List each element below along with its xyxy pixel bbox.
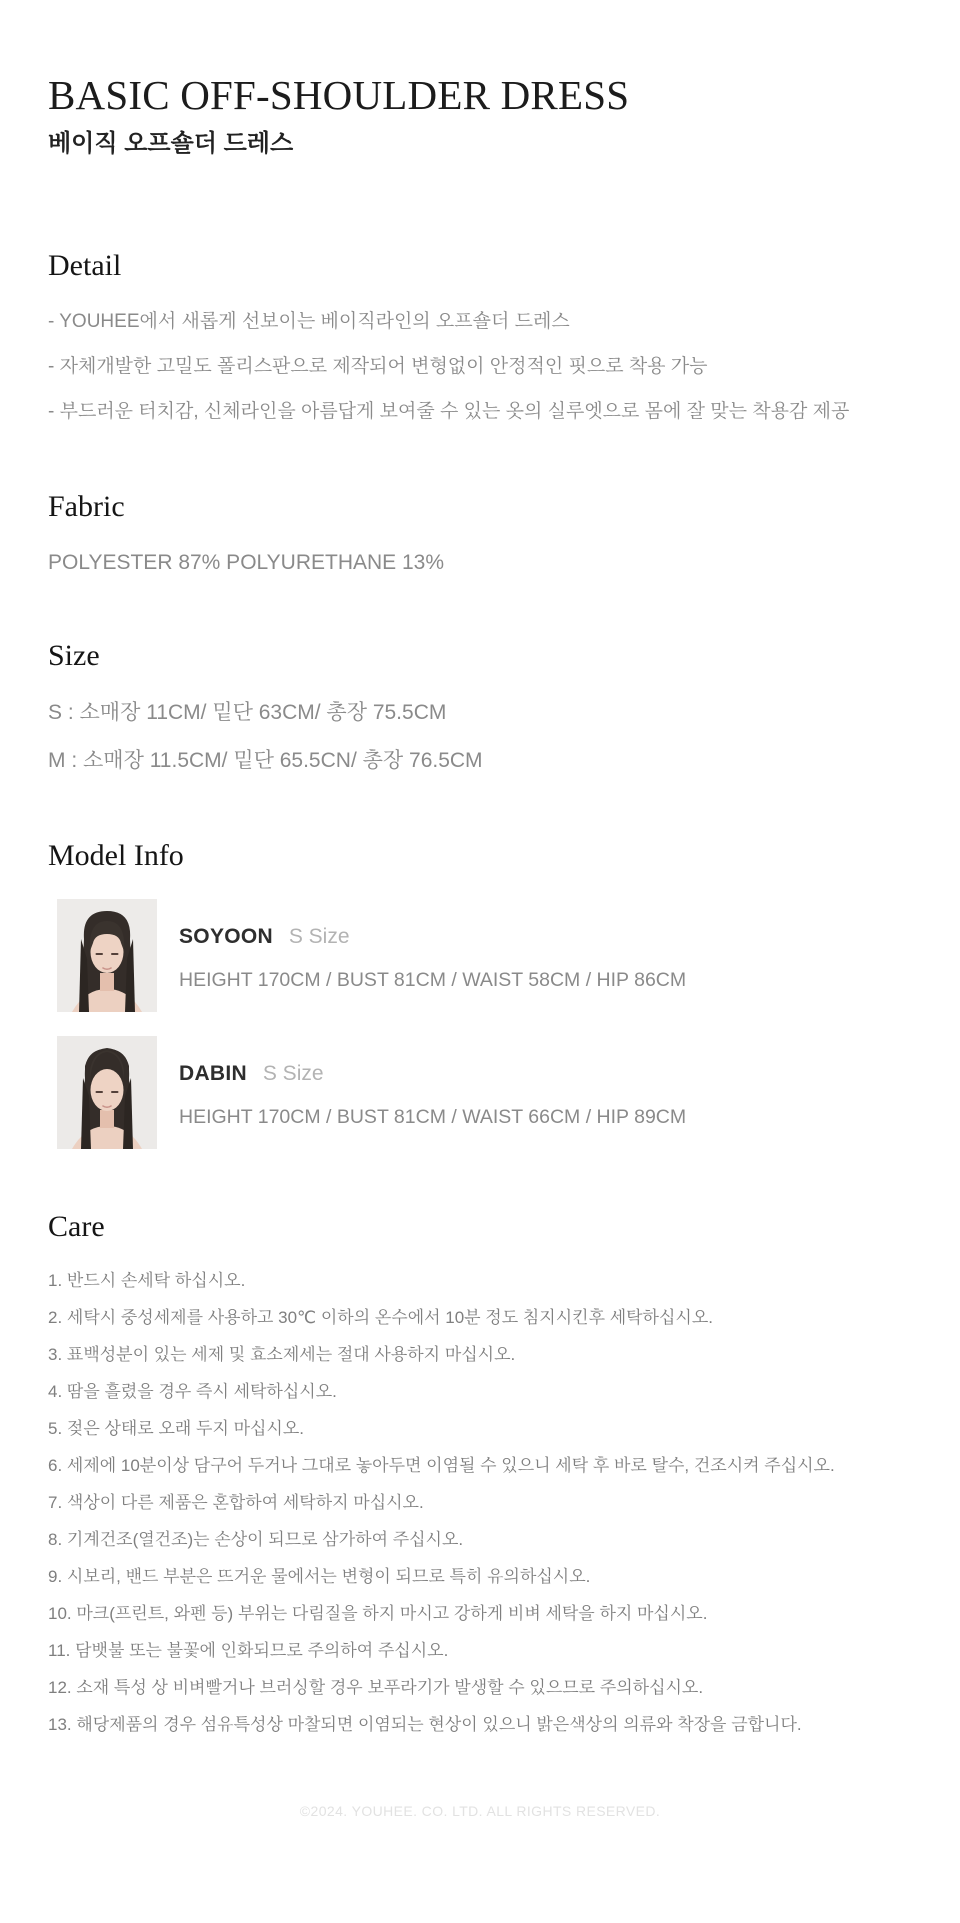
care-item: 12. 소재 특성 상 비벼빨거나 브러싱할 경우 보푸라기가 발생할 수 있으므로 주의하십시오.	[48, 1678, 704, 1698]
model-portrait-center-part-icon	[57, 1036, 157, 1149]
fabric-heading: Fabric	[48, 489, 125, 523]
model-name-line	[179, 1062, 686, 1086]
detail-item: - 부드러운 터치감, 신체라인을 아름답게 보여줄 수 있는 옷의 실루엣으로 몸에 잘 맞는 착용감 제공	[48, 400, 850, 422]
model-text-block	[179, 1036, 686, 1129]
product-detail-page	[0, 72, 960, 1923]
model-name-line	[179, 925, 686, 949]
care-instructions-list	[48, 1269, 912, 1736]
care-item: 3. 표백성분이 있는 세제 및 효소제세는 절대 사용하지 마십시오.	[48, 1345, 516, 1365]
care-item: 8. 기계건조(열건조)는 손상이 되므로 삼가하여 주십시오.	[48, 1530, 464, 1550]
model-portrait-bangs-icon	[57, 899, 157, 1012]
size-list	[48, 699, 912, 774]
model-name: DABIN	[179, 1061, 247, 1085]
care-item: 7. 색상이 다른 제품은 혼합하여 세탁하지 마십시오.	[48, 1493, 424, 1513]
care-item: 6. 세제에 10분이상 담구어 두거나 그대로 놓아두면 이염될 수 있으니 세탁 후 바로 탈수, 건조시켜 주십시오.	[48, 1456, 835, 1476]
care-item: 2. 세탁시 중성세제를 사용하고 30℃ 이하의 온수에서 10분 정도 침지시킨후 세탁하십시오.	[48, 1308, 713, 1328]
fabric-section	[48, 489, 912, 576]
model-row-dabin	[48, 1036, 912, 1149]
model-photo	[57, 1036, 157, 1149]
care-section	[48, 1209, 912, 1737]
detail-heading: Detail	[48, 249, 122, 282]
care-item: 11. 담뱃불 또는 불꽃에 인화되므로 주의하여 주십시오.	[48, 1641, 449, 1661]
size-row-s: S : 소매장 11CM/ 밑단 63CM/ 총장 75.5CM	[48, 700, 447, 724]
detail-item: - YOUHEE에서 새롭게 선보이는 베이직라인의 오프숄더 드레스	[48, 310, 570, 332]
product-title: BASIC OFF-SHOULDER DRESS	[48, 72, 630, 118]
care-item: 5. 젖은 상태로 오래 두지 마십시오.	[48, 1419, 305, 1439]
care-item: 4. 땀을 흘렸을 경우 즉시 세탁하십시오.	[48, 1382, 337, 1402]
model-text-block	[179, 899, 686, 992]
model-info-section	[48, 838, 912, 1149]
care-item: 9. 시보리, 밴드 부분은 뜨거운 물에서는 변형이 되므로 특히 유의하십시오.	[48, 1567, 591, 1587]
model-photo	[57, 899, 157, 1012]
detail-item: - 자체개발한 고밀도 폴리스판으로 제작되어 변형없이 안정적인 핏으로 착용 가능	[48, 355, 708, 377]
care-item: 10. 마크(프린트, 와펜 등) 부위는 다림질을 하지 마시고 강하게 비벼 세탁을 하지 마십시오.	[48, 1604, 708, 1624]
care-item: 1. 반드시 손세탁 하십시오.	[48, 1271, 246, 1291]
model-row-soyoon	[48, 899, 912, 1012]
product-subtitle-korean: 베이직 오프숄더 드레스	[48, 130, 294, 157]
fabric-composition: POLYESTER 87% POLYURETHANE 13%	[48, 550, 445, 574]
size-heading: Size	[48, 638, 100, 672]
size-section	[48, 638, 912, 774]
model-measurements: HEIGHT 170CM / BUST 81CM / WAIST 66CM / HIP 89CM	[179, 1105, 687, 1128]
care-heading: Care	[48, 1209, 105, 1243]
care-item: 13. 해당제품의 경우 섬유특성상 마찰되면 이염되는 현상이 있으니 밝은색상의 의류와 착장을 금합니다.	[48, 1715, 802, 1735]
model-size-label: S Size	[262, 1061, 324, 1085]
model-size-label: S Size	[288, 924, 350, 948]
model-name: SOYOON	[179, 924, 273, 948]
model-measurements: HEIGHT 170CM / BUST 81CM / WAIST 58CM / HIP 86CM	[179, 968, 687, 991]
size-row-m: M : 소매장 11.5CM/ 밑단 65.5CN/ 총장 76.5CM	[48, 748, 483, 772]
copyright-footer: ©2024. YOUHEE. CO. LTD. ALL RIGHTS RESERVED.	[299, 1803, 661, 1820]
detail-section	[48, 248, 912, 425]
detail-list	[48, 309, 912, 425]
model-info-heading: Model Info	[48, 838, 184, 872]
